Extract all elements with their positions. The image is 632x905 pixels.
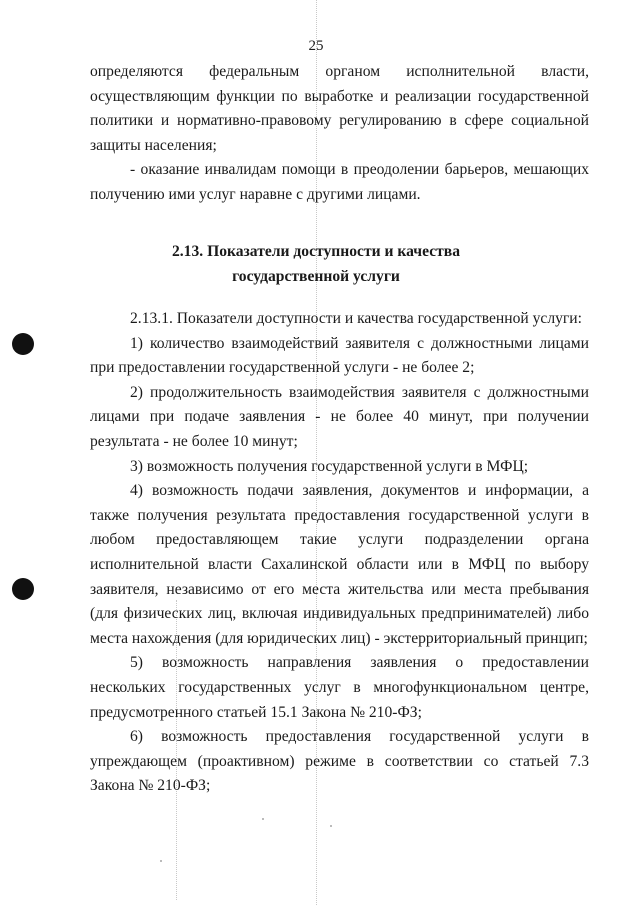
- list-item: 4) возможность подачи заявления, документов и информации, а также получения результата предоставления государственной услуги в любом предоставляющем такие услуги подразделении органа исполнительной власти Сахалинской области или в МФЦ по выбору заявителя, независимо от его места жительства или места пребывания (для физических лиц, включая индивидуальных предпринимателей) либо места нахождения (для юридических лиц) - экстерриториальный принцип;: [90, 482, 589, 647]
- punch-hole-mark: [12, 578, 34, 600]
- scan-speck: [330, 825, 332, 827]
- section-heading-line: 2.13. Показатели доступности и качества: [171, 243, 461, 260]
- list-item: 3) возможность получения государственной услуги в МФЦ;: [130, 457, 529, 475]
- punch-hole-mark: [12, 333, 34, 355]
- section-heading: [0, 240, 632, 289]
- section-heading-line: государственной услуги: [232, 267, 400, 285]
- paragraph: определяются федеральным органом исполнительной власти, осуществляющим функции по выработке и реализации государственной политики и нормативно-правовому регулированию в сфере социальной защиты населения;: [90, 63, 589, 154]
- scan-speck: [160, 860, 162, 862]
- list-item: 2) продолжительность взаимодействия заявителя с должностными лицами при подаче заявления - не более 40 минут, при получении результата - не более 10 минут;: [90, 383, 589, 450]
- paragraph: 2.13.1. Показатели доступности и качества государственной услуги:: [130, 310, 582, 327]
- scan-speck: [262, 818, 264, 820]
- list-item: 6) возможность предоставления государственной услуги в упреждающем (проактивном) режиме в соответствии со статьей 7.3 Закона № 210-ФЗ;: [90, 728, 589, 795]
- section-text-block: [90, 307, 589, 799]
- paragraph: - оказание инвалидам помощи в преодолении барьеров, мешающих получению ими услуг наравне с другими лицами.: [90, 161, 589, 203]
- list-item: 5) возможность направления заявления о предоставлении нескольких государственных услуг в многофункциональном центре, предусмотренного статьей 15.1 Закона № 210-ФЗ;: [90, 654, 589, 721]
- list-item: 1) количество взаимодействий заявителя с должностными лицами при предоставлении государственной услуги - не более 2;: [90, 334, 589, 377]
- top-text-block: [90, 60, 589, 208]
- page-number: 25: [308, 38, 324, 54]
